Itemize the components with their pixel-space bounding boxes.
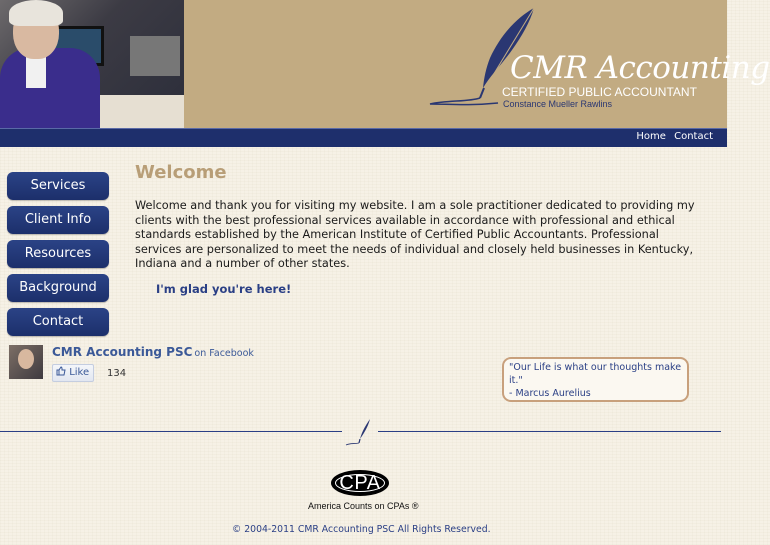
brand-owner: Constance Mueller Rawlins xyxy=(503,99,613,109)
like-label: Like xyxy=(69,367,90,378)
top-nav xyxy=(631,131,713,142)
avatar[interactable] xyxy=(9,345,43,379)
nav-home-link[interactable]: Home xyxy=(636,131,666,142)
divider-line xyxy=(378,431,721,432)
sidebar-item-resources[interactable]: Resources xyxy=(7,240,109,268)
quote-box xyxy=(502,357,689,402)
sidebar-item-background[interactable]: Background xyxy=(7,274,109,302)
divider-line xyxy=(0,431,342,432)
like-button[interactable] xyxy=(52,364,94,382)
cpa-tagline: America Counts on CPAs ® xyxy=(308,501,419,511)
quote-author: - Marcus Aurelius xyxy=(509,388,591,399)
header-photo xyxy=(0,0,184,128)
top-nav-bar xyxy=(0,128,727,147)
sidebar-item-client-info[interactable]: Client Info xyxy=(7,206,109,234)
facebook-suffix[interactable]: on Facebook xyxy=(194,348,254,359)
copyright: © 2004-2011 CMR Accounting PSC All Rights Reserved. xyxy=(232,524,491,535)
cpa-logo-text: CPA xyxy=(339,472,381,494)
cpa-logo[interactable] xyxy=(331,470,389,496)
sidebar-item-services[interactable]: Services xyxy=(7,172,109,200)
site-header xyxy=(0,0,770,128)
facebook-page-name[interactable]: CMR Accounting PSC xyxy=(52,345,193,359)
quote-text: "Our Life is what our thoughts make it." xyxy=(509,362,682,386)
quill-divider-icon xyxy=(344,417,374,447)
glad-message: I'm glad you're here! xyxy=(156,282,292,296)
brand-subtitle: CERTIFIED PUBLIC ACCOUNTANT xyxy=(502,85,697,99)
facebook-widget xyxy=(9,345,269,385)
thumbs-up-icon xyxy=(56,366,66,376)
sidebar-item-contact[interactable]: Contact xyxy=(7,308,109,336)
sidebar-nav xyxy=(7,172,109,342)
page-title: Welcome xyxy=(135,162,227,183)
welcome-text: Welcome and thank you for visiting my website. I am a sole practitioner dedicated to providing my clients with the best professional services available in accordance with professional and ethical standards established by the American Institute of Certified Public Accountants. Professional services are personalized to meet the needs of individual and closely held businesses in Kentucky, Indiana and a number of other states. xyxy=(135,199,695,270)
brand-name: CMR Accounting xyxy=(510,50,770,86)
nav-contact-link[interactable]: Contact xyxy=(674,131,713,142)
like-count: 134 xyxy=(107,368,127,379)
facebook-page-link[interactable] xyxy=(52,345,254,359)
